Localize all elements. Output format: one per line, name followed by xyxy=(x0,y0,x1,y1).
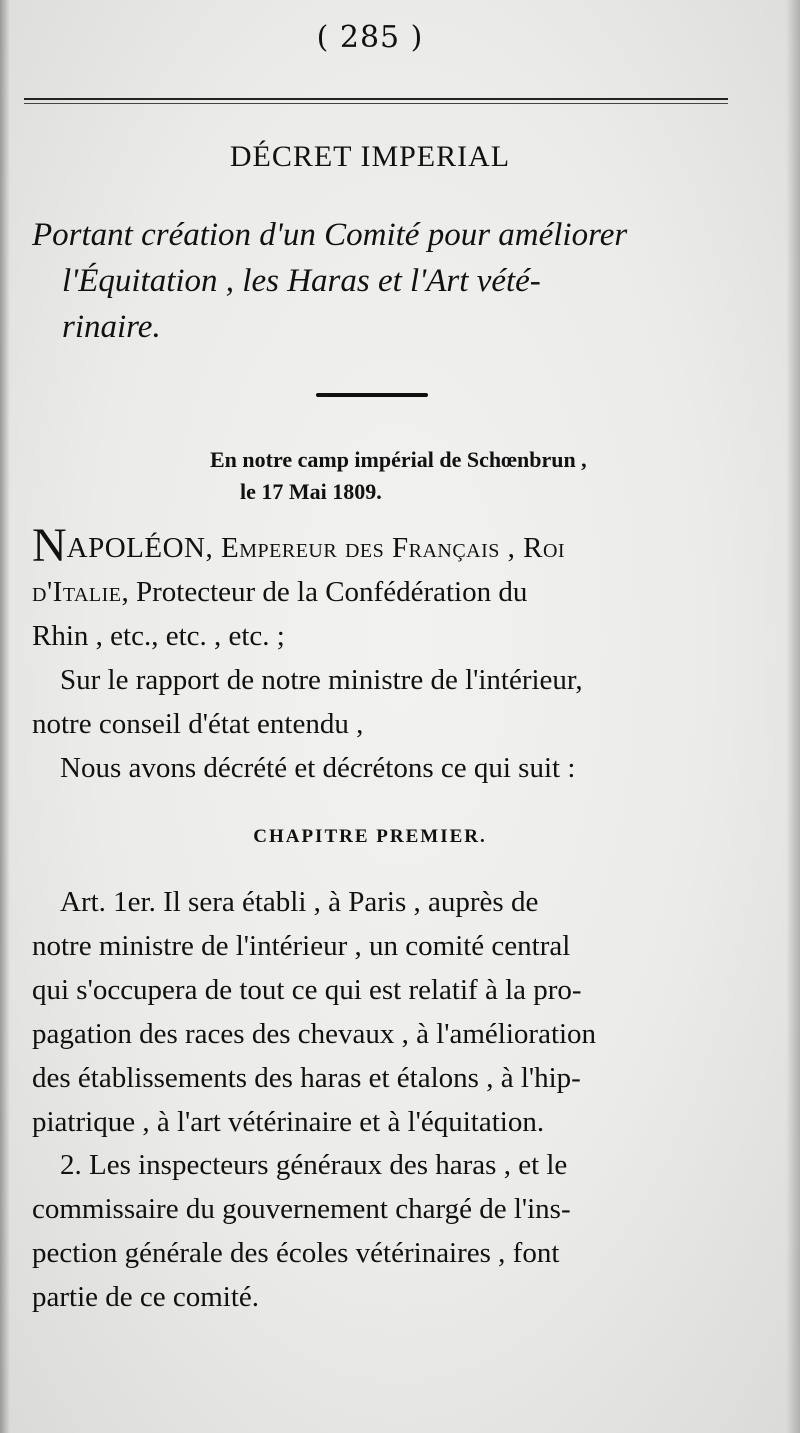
dateline-place: En notre camp impérial de Schœnbrun , xyxy=(210,447,587,472)
emperor-name: APOLÉON xyxy=(66,532,206,564)
opening-line-3: Rhin , etc., etc. , etc. ; xyxy=(32,620,285,652)
article-2-line: pection générale des écoles vétérinaires , font xyxy=(32,1237,560,1269)
page-number: ( 285 ) xyxy=(316,20,424,55)
kingdom-name: d'Italie xyxy=(32,576,122,608)
dateline xyxy=(210,444,587,508)
article-1-line: notre ministre de l'intérieur , un comité central xyxy=(32,930,571,962)
article-2-line: 2. Les inspecteurs généraux des haras , et le xyxy=(60,1149,568,1181)
opening-line-5: notre conseil d'état entendu , xyxy=(32,708,364,740)
article-1-line: des établissements des haras et étalons , à l'hip- xyxy=(32,1062,581,1094)
subtitle-line: l'Équitation , les Haras et l'Art vété- xyxy=(62,263,541,299)
decree-subtitle xyxy=(32,212,742,350)
article-2 xyxy=(32,1143,738,1319)
opening-line-6: Nous avons décrété et décrétons ce qui suit : xyxy=(60,752,576,784)
opening-line-1 xyxy=(32,519,738,572)
opening-line-2 xyxy=(32,570,738,614)
section-divider xyxy=(316,393,428,397)
subtitle-line: Portant création d'un Comité pour améliorer xyxy=(32,217,628,253)
article-1 xyxy=(32,880,738,1144)
chapter-heading: CHAPITRE PREMIER. xyxy=(253,826,487,847)
header-rule xyxy=(24,98,728,100)
article-1-line: qui s'occupera de tout ce qui est relatif à la pro- xyxy=(32,974,582,1006)
subtitle-line: rinaire. xyxy=(62,309,161,345)
header-rule-thin xyxy=(24,103,728,104)
article-1-line: pagation des races des chevaux , à l'amélioration xyxy=(32,1018,597,1050)
opening-paragraph xyxy=(32,519,738,790)
emperor-titles: , Empereur des Français , Roi xyxy=(205,532,566,564)
decree-title: DÉCRET IMPERIAL xyxy=(229,140,511,173)
dateline-date: le 17 Mai 1809. xyxy=(240,479,382,504)
protector-title: , Protecteur de la Confédération du xyxy=(121,576,528,608)
opening-line-4: Sur le rapport de notre ministre de l'intérieur, xyxy=(60,664,583,696)
article-2-line: partie de ce comité. xyxy=(32,1281,260,1313)
article-1-line: piatrique , à l'art vétérinaire et à l'équitation. xyxy=(32,1106,545,1138)
drop-initial: N xyxy=(32,519,67,572)
article-2-line: commissaire du gouvernement chargé de l'ins- xyxy=(32,1193,571,1225)
article-1-line: Art. 1er. Il sera établi , à Paris , auprès de xyxy=(60,886,539,918)
